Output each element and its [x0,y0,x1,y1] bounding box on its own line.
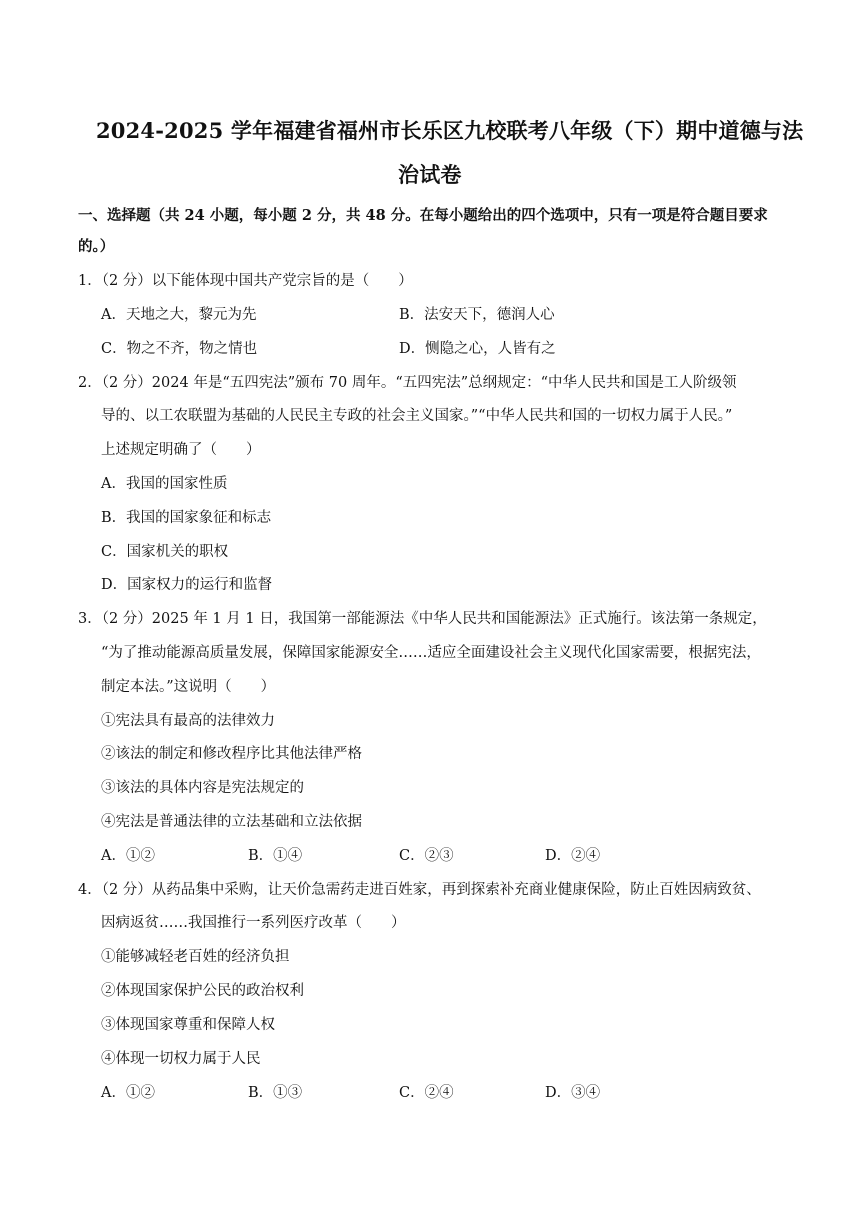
question-4-statement-4: ④体现一切权力属于人民 [101,1051,261,1067]
question-3-statement-2: ②该法的制定和修改程序比其他法律严格 [101,746,362,762]
question-3-statement-1: ①宪法具有最高的法律效力 [101,713,275,729]
question-3-statement-3: ③该法的具体内容是宪法规定的 [101,780,304,796]
question-4-option-b: B．①③ [248,1085,303,1101]
question-4-statement-3: ③体现国家尊重和保障人权 [101,1017,275,1033]
question-3-option-d: D．②④ [545,848,601,864]
question-4-stem: 4．（2 分）从药品集中采购，让天价急需药走进百姓家，再到探索补充商业健康保险，防止百姓因病致贫、 [78,882,761,898]
question-2-stem: 2．（2 分）2024 年是“五四宪法”颁布 70 周年。“五四宪法”总纲规定：“中华人民共和国是工人阶级领 [78,375,737,391]
question-1-option-a: A．天地之大，黎元为先 [101,307,257,323]
question-2-stem-cont: 上述规定明确了（ ） [101,442,261,458]
question-1-option-d: D．恻隐之心，人皆有之 [399,341,556,357]
question-3-stem-cont: “为了推动能源高质量发展，保障国家能源安全……适应全面建设社会主义现代化国家需要，根据宪法， [101,645,761,661]
section-heading: 一、选择题（共 24 小题，每小题 2 分，共 48 分。在每小题给出的四个选项中，只有一项是符合题目要求 [78,207,768,224]
question-3-option-b: B．①④ [248,848,303,864]
question-2-option-c: C．国家机关的职权 [101,544,229,560]
question-4-stem-cont: 因病返贫……我国推行一系列医疗改革（ ） [101,915,406,931]
question-4-option-a: A．①② [101,1085,155,1101]
question-1-option-c: C．物之不齐，物之情也 [101,341,258,357]
document-title-line1: 2024-2025 学年福建省福州市长乐区九校联考八年级（下）期中道德与法 [96,118,804,143]
question-4-statement-1: ①能够减轻老百姓的经济负担 [101,949,290,965]
section-heading-cont: 的。） [78,238,115,255]
question-3-stem-cont: 制定本法。”这说明（ ） [101,679,276,695]
question-3-option-c: C．②③ [399,848,454,864]
question-3-option-a: A．①② [101,848,155,864]
question-2-stem-cont: 导的、以工农联盟为基础的人民民主专政的社会主义国家。”“中华人民共和国的一切权力属于人民。” [101,408,733,424]
question-2-option-b: B．我国的国家象征和标志 [101,510,272,526]
question-1-stem: 1．（2 分）以下能体现中国共产党宗旨的是（ ） [78,273,413,289]
question-3-stem: 3．（2 分）2025 年 1 月 1 日，我国第一部能源法《中华人民共和国能源法》正式施行。该法第一条规定， [78,611,767,627]
question-2-option-d: D．国家权力的运行和监督 [101,577,273,593]
question-4-statement-2: ②体现国家保护公民的政治权利 [101,983,304,999]
question-4-option-c: C．②④ [399,1085,454,1101]
question-3-statement-4: ④宪法是普通法律的立法基础和立法依据 [101,814,362,830]
question-1-option-b: B．法安天下，德润人心 [399,307,555,323]
document-title-line2: 治试卷 [398,162,462,187]
question-2-option-a: A．我国的国家性质 [101,476,228,492]
question-4-option-d: D．③④ [545,1085,601,1101]
